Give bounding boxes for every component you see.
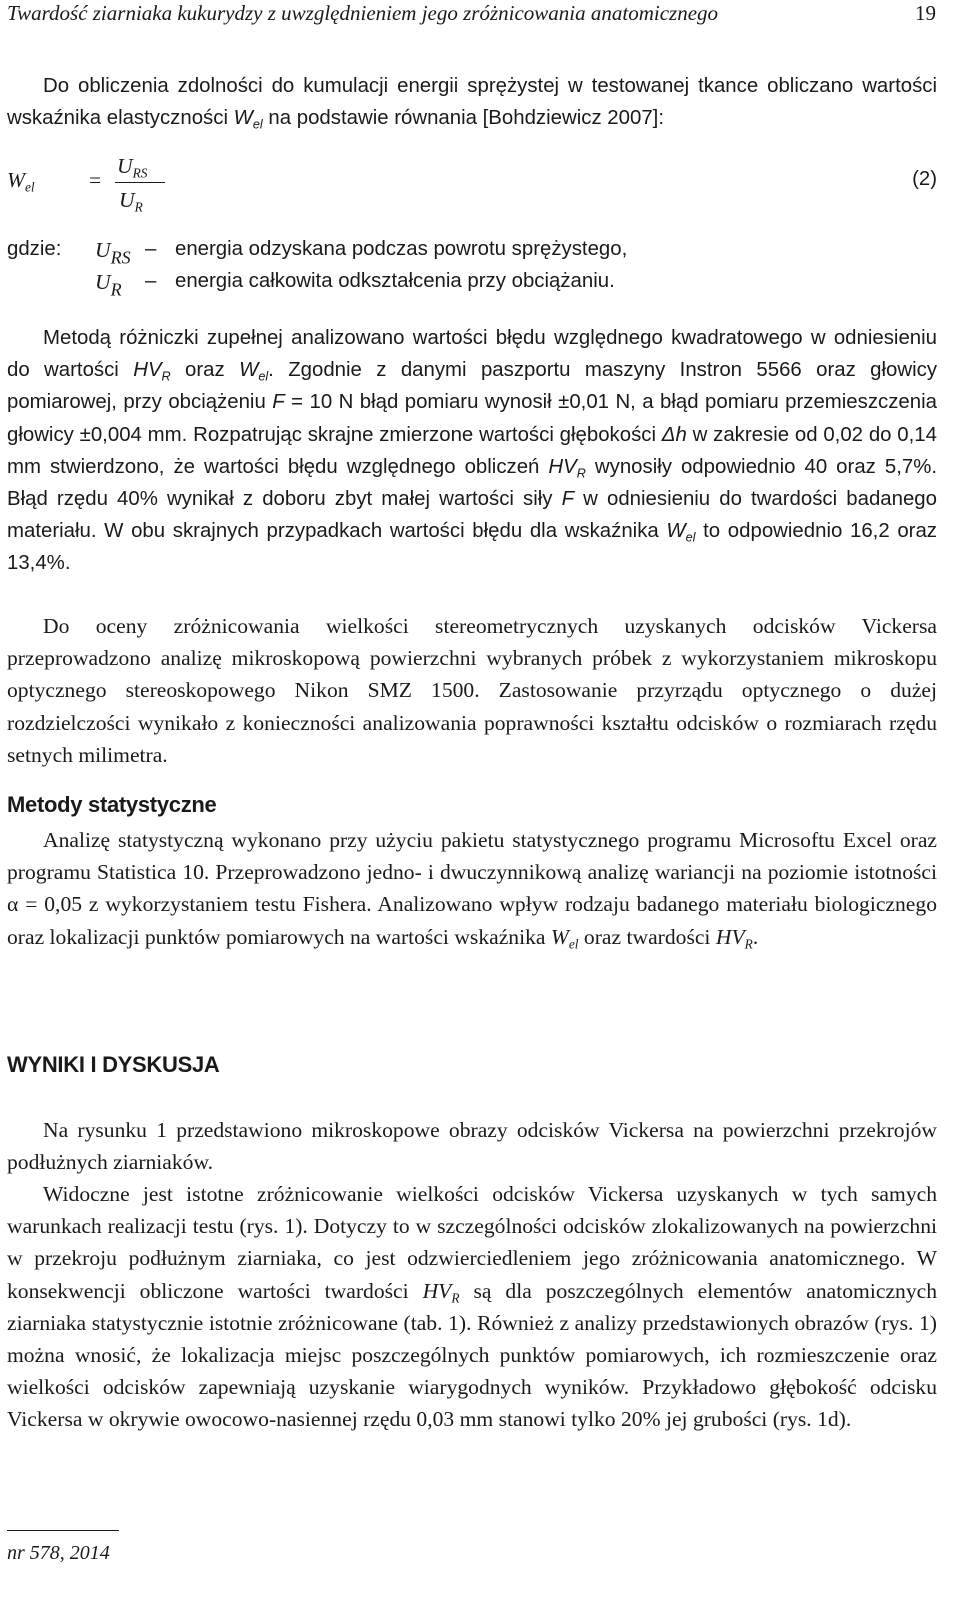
fraction-bar [115, 182, 165, 183]
results-paragraph-1: Na rysunku 1 przedstawiono mikroskopowe obrazy odcisków Vickersa na powierzchni przekrojów podłużnych ziarniaków. [7, 1118, 937, 1175]
definition-row: $U_R$ – energia całkowita odkształcenia przy obciążaniu. [95, 270, 615, 300]
footer-rule [7, 1530, 119, 1531]
section-heading-results: WYNIKI I DYSKUSJA [7, 1052, 220, 1077]
running-head-title: Twardość ziarniaka kukurydzy z uwzględnieniem jego zróżnicowania anatomicznego [7, 1, 719, 25]
var-w-el: $W_{el}$ [233, 107, 263, 132]
eq-equals: = [89, 168, 102, 192]
equation-number: (2) [912, 168, 937, 190]
error-paragraph: Metodą różniczki zupełnej analizowano wartości błędu względnego kwadratowego w odniesieniu do wartości $HV_R$ oraz $W_{el}$. Zgodnie z danymi paszportu maszyny Instron 5566 oraz głowicy pomiarowej, przy obciążeniu F = 10 N błąd pomiaru wynosił ±0,01 N, a błąd pomiaru przemieszczenia głowicy ±0,004 mm. Rozpatrując skrajne zmierzone wartości głębokości Δh w zakresie od 0,02 do 0,14 mm stwierdzono, że wartości błędu względnego obliczeń $HV_R$ wynosiły odpowiednio 40 oraz 5,7%. Błąd rzędu 40% wynikał z doboru zbyt małej wartości siły F w odniesieniu do twardości badanego materiału. W obu skrajnych przypadkach wartości błędu dla wskaźnika $W_{el}$ to odpowiednio 16,2 oraz 13,4%. [7, 327, 938, 575]
definition-row: gdzie: $U_{RS}$ – energia odzyskana podczas powrotu sprężystego, [7, 238, 628, 268]
definition-symbol: $U_R$ [95, 270, 122, 300]
definition-text: energia odzyskana podczas powrotu sprężystego, [175, 238, 628, 260]
equation-2 [7, 148, 937, 218]
intro-paragraph: Do obliczenia zdolności do kumulacji energii sprężystej w testowanej tkance obliczano wartości wskaźnika elastyczności $W_{el}$ na podstawie równania [Bohdziewicz 2007]: [7, 75, 937, 132]
section-heading-stats: Metody statystyczne [7, 792, 217, 817]
stats-paragraph: Analizę statystyczną wykonano przy użyciu pakietu statystycznego programu Microsoftu Excel oraz programu Statistica 10. Przeprowadzono jedno- i dwuczynnikową analizę wariancji na poziomie istotności α = 0,05 z wykorzystaniem testu Fishera. Analizowano wpływ rodzaju badanego materiału biologicznego oraz lokalizacji punktów pomiarowych na wartości wskaźnika $W_{el}$ oraz twardości $HV_R$. [7, 828, 937, 952]
stereo-paragraph: Do oceny zróżnicowania wielkości stereometrycznych uzyskanych odcisków Vickersa przeprowadzono analizę mikroskopową powierzchni wybranych próbek z wykorzystaniem mikroskopu optycznego stereoskopowego Nikon SMZ 1500. Zastosowanie przyrządu optycznego o dużej rozdzielczości wynikało z konieczności analizowania poprawności kształtu odcisków o rozmiarach rzędu setnych milimetra. [7, 614, 937, 767]
running-head [7, 0, 936, 26]
results-paragraph-2: Widoczne jest istotne zróżnicowanie wielkości odcisków Vickersa uzyskanych w tych samych warunkach realizacji testu (rys. 1). Dotyczy to w szczególności odcisków zlokalizowanych na powierzchni w przekroju podłużnym ziarniaka, co jest odzwierciedleniem jego zróżnicowania anatomicznego. W konsekwencji obliczone wartości twardości $HV_R$ są dla poszczególnych elementów anatomicznych ziarniaka statystycznie istotnie zróżnicowane (tab. 1). Również z analizy przedstawionych obrazów (rys. 1) można wnosić, że lokalizacja miejsc poszczególnych punktów pomiarowych, ich rozmieszczenie oraz wielkości odcisków zapewniają uzyskanie wiarygodnych wyników. Przykładowo głębokość odcisku Vickersa w okrywie owocowo-nasiennej rzędu 0,03 mm stanowi tylko 20% jej grubości (rys. 1d). [7, 1182, 937, 1432]
eq-lhs: $W_{el}$ [7, 168, 35, 195]
definition-text: energia całkowita odkształcenia przy obciążaniu. [175, 270, 615, 292]
footer-issue: nr 578, 2014 [7, 1542, 110, 1564]
page-number: 19 [915, 1, 936, 25]
eq-denominator: $U_R$ [119, 188, 143, 215]
eq-numerator: $U_{RS}$ [117, 154, 148, 181]
definitions-label: gdzie: [7, 238, 62, 260]
definition-symbol: $U_{RS}$ [95, 238, 131, 268]
